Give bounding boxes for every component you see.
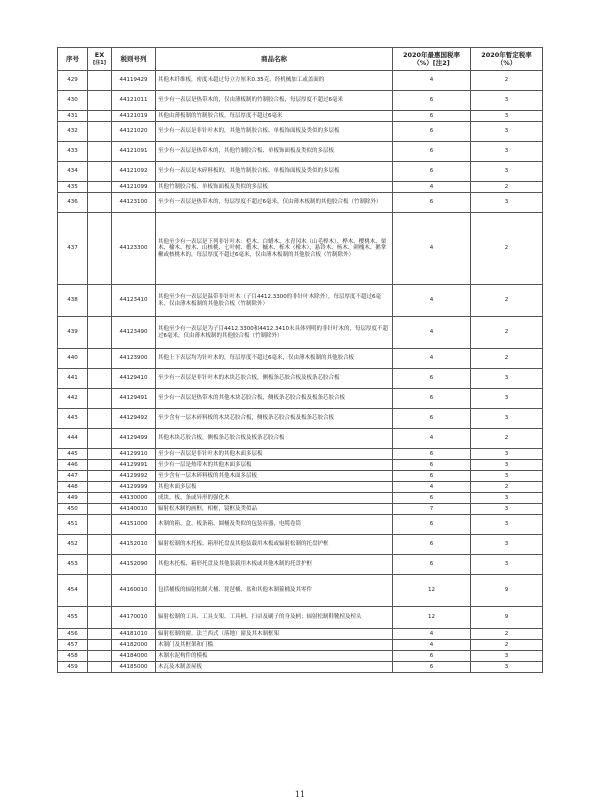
cell-temp: 2	[471, 213, 543, 285]
cell-name: 辐射松制的木托板、箱形托盘及其他装载用木板或辐射松制的托盘护框	[156, 535, 393, 555]
table-row	[58, 142, 543, 162]
cell-ex	[88, 285, 112, 317]
cell-name: 辐射松木制的画框，相框，镜框及类似品	[156, 504, 393, 515]
cell-mfn: 6	[393, 111, 471, 122]
cell-code: 44129499	[112, 429, 156, 449]
cell-code: 44119429	[112, 71, 156, 91]
cell-temp: 3	[471, 535, 543, 555]
cell-temp: 3	[471, 142, 543, 162]
cell-name: 至少有一表层是非针叶木的，其他竹制胶合板、单板饰面板及类似的多层板	[156, 122, 393, 142]
cell-name: 其他至少有一表层是为子目4412.3300和4412.3410未具体列明的非针叶木的，每层厚度不超过6毫米，仅由薄木板制的其他胶合板（竹制除外）	[156, 317, 393, 349]
cell-temp: 3	[471, 409, 543, 429]
cell-name: 包括桶板的辐射松制大桶、琵琶桶、盆和其他木制箍桶及其零件	[156, 575, 393, 607]
cell-seq: 443	[58, 409, 88, 429]
cell-temp: 2	[471, 317, 543, 349]
cell-seq: 459	[58, 662, 88, 673]
cell-ex	[88, 389, 112, 409]
cell-temp: 3	[471, 193, 543, 213]
cell-code: 44151000	[112, 515, 156, 535]
cell-name: 成块、板、条或异形的强化木	[156, 493, 393, 504]
table-row	[58, 213, 543, 285]
cell-seq: 436	[58, 193, 88, 213]
cell-seq: 456	[58, 629, 88, 640]
header-row	[58, 48, 543, 71]
cell-name: 其他木纤维板，密度未超过每立方厘米0.35克，经机械加工或盖面的	[156, 71, 393, 91]
cell-code: 44129991	[112, 460, 156, 471]
cell-ex	[88, 640, 112, 651]
table-row	[58, 515, 543, 535]
cell-code: 44130000	[112, 493, 156, 504]
cell-name: 其他木托板、箱形托盘及其他装载用木板或其他木制的托盘护框	[156, 555, 393, 575]
table-row	[58, 409, 543, 429]
cell-name: 其他至少有一表层是下列非针叶木：桤木、白蜡木、水青冈木（山毛榉木）、桦木、樱桃木、栗木、榆木、桉木、山核桃、七叶树、椴木、槭木、栎木（橡木）、悬铃木、杨木、刺槐木、鹅掌楸或核桃木的，每层厚度不超过6毫米，仅由薄木板制的其他胶合板（竹制除外）	[156, 213, 393, 285]
cell-code: 44129992	[112, 471, 156, 482]
cell-mfn: 6	[393, 515, 471, 535]
cell-code: 44121011	[112, 91, 156, 111]
table-row	[58, 555, 543, 575]
cell-code: 44152010	[112, 535, 156, 555]
cell-temp: 9	[471, 575, 543, 607]
cell-ex	[88, 607, 112, 629]
cell-name: 其他木块芯胶合板，侧板条芯胶合板及板条芯胶合板	[156, 429, 393, 449]
cell-mfn: 6	[393, 369, 471, 389]
cell-temp: 3	[471, 369, 543, 389]
cell-temp: 2	[471, 71, 543, 91]
table-row	[58, 122, 543, 142]
cell-mfn: 6	[393, 193, 471, 213]
cell-name: 其他木面多层板	[156, 482, 393, 493]
cell-mfn: 4	[393, 349, 471, 369]
cell-name: 至少有一表层是热带木的，仅由薄板制的竹制胶合板，每层厚度不超过6毫米	[156, 91, 393, 111]
header-mfn	[393, 48, 471, 71]
cell-mfn: 6	[393, 162, 471, 182]
cell-temp: 2	[471, 482, 543, 493]
cell-code: 44123410	[112, 285, 156, 317]
header-temp-line2: （%）	[496, 59, 517, 67]
cell-ex	[88, 111, 112, 122]
table-row	[58, 662, 543, 673]
cell-name: 其他竹制胶合板、单板饰面板及类似的多层板	[156, 182, 393, 193]
cell-seq: 445	[58, 449, 88, 460]
cell-seq: 442	[58, 389, 88, 409]
cell-code: 44129410	[112, 369, 156, 389]
cell-ex	[88, 460, 112, 471]
table-row	[58, 640, 543, 651]
header-code: 税则号列	[112, 48, 156, 71]
cell-seq: 451	[58, 515, 88, 535]
cell-ex	[88, 182, 112, 193]
cell-code: 44129999	[112, 482, 156, 493]
cell-code: 44184000	[112, 651, 156, 662]
table-row	[58, 349, 543, 369]
cell-temp: 3	[471, 493, 543, 504]
cell-ex	[88, 409, 112, 429]
cell-seq: 452	[58, 535, 88, 555]
cell-mfn: 4	[393, 182, 471, 193]
table-row	[58, 607, 543, 629]
cell-code: 44121099	[112, 182, 156, 193]
header-ex-line2: [注1]	[92, 60, 107, 66]
cell-mfn: 6	[393, 460, 471, 471]
cell-seq: 429	[58, 71, 88, 91]
cell-ex	[88, 317, 112, 349]
cell-code: 44152090	[112, 555, 156, 575]
table-row	[58, 429, 543, 449]
cell-code: 44123490	[112, 317, 156, 349]
cell-temp: 9	[471, 607, 543, 629]
cell-ex	[88, 142, 112, 162]
cell-name: 辐射松制的窗、法兰西式（落地）窗及其木制框架	[156, 629, 393, 640]
table-row	[58, 111, 543, 122]
cell-code: 44185000	[112, 662, 156, 673]
cell-mfn: 6	[393, 651, 471, 662]
cell-code: 44129491	[112, 389, 156, 409]
cell-code: 44121091	[112, 142, 156, 162]
table-row	[58, 629, 543, 640]
table-row	[58, 91, 543, 111]
cell-name: 其他上下表层均为针叶木的，每层厚度不超过6毫米，仅由薄木板制的其他胶合板	[156, 349, 393, 369]
cell-ex	[88, 555, 112, 575]
table-row	[58, 193, 543, 213]
cell-temp: 3	[471, 122, 543, 142]
cell-temp: 3	[471, 504, 543, 515]
table-row	[58, 369, 543, 389]
table-row	[58, 71, 543, 91]
table-row	[58, 471, 543, 482]
cell-seq: 430	[58, 91, 88, 111]
cell-mfn: 6	[393, 409, 471, 429]
cell-mfn: 6	[393, 471, 471, 482]
cell-temp: 3	[471, 555, 543, 575]
cell-name: 至少有一表层是木碎料板的，其他竹制胶合板、单板饰面板及类似的多层板	[156, 162, 393, 182]
cell-code: 44121092	[112, 162, 156, 182]
cell-seq: 431	[58, 111, 88, 122]
cell-ex	[88, 662, 112, 673]
table-row	[58, 493, 543, 504]
table-row	[58, 651, 543, 662]
cell-seq: 438	[58, 285, 88, 317]
table-row	[58, 182, 543, 193]
cell-name: 其他由薄板制的竹制胶合板，每层厚度不超过6毫米	[156, 111, 393, 122]
cell-mfn: 6	[393, 389, 471, 409]
cell-temp: 2	[471, 285, 543, 317]
cell-code: 44123300	[112, 213, 156, 285]
cell-seq: 444	[58, 429, 88, 449]
cell-mfn: 4	[393, 317, 471, 349]
table-row	[58, 285, 543, 317]
cell-mfn: 6	[393, 449, 471, 460]
cell-seq: 432	[58, 122, 88, 142]
cell-name: 至少有一表层是热带木的，每层厚度不超过6毫米，仅由薄木板制的其他胶合板（竹制除外）	[156, 193, 393, 213]
table-row	[58, 482, 543, 493]
cell-mfn: 4	[393, 285, 471, 317]
cell-temp: 3	[471, 471, 543, 482]
cell-seq: 446	[58, 460, 88, 471]
cell-code: 44181010	[112, 629, 156, 640]
cell-temp: 2	[471, 640, 543, 651]
cell-ex	[88, 91, 112, 111]
cell-temp: 3	[471, 515, 543, 535]
cell-temp: 3	[471, 91, 543, 111]
cell-temp: 3	[471, 662, 543, 673]
cell-mfn: 4	[393, 629, 471, 640]
cell-seq: 458	[58, 651, 88, 662]
cell-mfn: 4	[393, 71, 471, 91]
cell-seq: 448	[58, 482, 88, 493]
cell-seq: 449	[58, 493, 88, 504]
cell-code: 44129492	[112, 409, 156, 429]
header-name: 商品名称	[156, 48, 393, 71]
cell-name: 木瓦及木制盖屋板	[156, 662, 393, 673]
cell-ex	[88, 429, 112, 449]
cell-code: 44182000	[112, 640, 156, 651]
cell-ex	[88, 629, 112, 640]
cell-name: 至少有一表层是热带木的其他木块芯胶合板，侧板条芯胶合板及板条芯胶合板	[156, 389, 393, 409]
cell-seq: 441	[58, 369, 88, 389]
cell-temp: 3	[471, 111, 543, 122]
cell-ex	[88, 471, 112, 482]
table-row	[58, 460, 543, 471]
cell-mfn: 6	[393, 122, 471, 142]
cell-seq: 453	[58, 555, 88, 575]
cell-ex	[88, 493, 112, 504]
cell-mfn: 6	[393, 493, 471, 504]
header-ex	[88, 48, 112, 71]
cell-seq: 447	[58, 471, 88, 482]
cell-seq: 450	[58, 504, 88, 515]
cell-seq: 439	[58, 317, 88, 349]
cell-name: 木制的箱、盒、板条箱、圆桶及类似的包装容器，电缆卷筒	[156, 515, 393, 535]
cell-ex	[88, 482, 112, 493]
cell-seq: 440	[58, 349, 88, 369]
cell-ex	[88, 575, 112, 607]
cell-code: 44123900	[112, 349, 156, 369]
cell-ex	[88, 349, 112, 369]
cell-ex	[88, 449, 112, 460]
cell-temp: 2	[471, 349, 543, 369]
header-temp	[471, 48, 543, 71]
header-mfn-line2: （%）[注2]	[413, 59, 450, 67]
cell-name: 至少有一层是热带木的其他木面多层板	[156, 460, 393, 471]
cell-ex	[88, 193, 112, 213]
table-row	[58, 162, 543, 182]
cell-seq: 454	[58, 575, 88, 607]
cell-seq: 434	[58, 162, 88, 182]
cell-ex	[88, 504, 112, 515]
cell-mfn: 12	[393, 607, 471, 629]
cell-code: 44170010	[112, 607, 156, 629]
cell-mfn: 7	[393, 504, 471, 515]
cell-seq: 433	[58, 142, 88, 162]
cell-mfn: 6	[393, 662, 471, 673]
cell-seq: 455	[58, 607, 88, 629]
header-temp-line1: 2020年暂定税率	[481, 51, 532, 59]
cell-name: 木制水泥构件的模板	[156, 651, 393, 662]
cell-name: 至少含有一层木碎料板的其他木面多层板	[156, 471, 393, 482]
header-seq: 序号	[58, 48, 88, 71]
table-body	[58, 71, 543, 673]
cell-code: 44123100	[112, 193, 156, 213]
cell-temp: 3	[471, 449, 543, 460]
table-row	[58, 504, 543, 515]
cell-temp: 2	[471, 429, 543, 449]
cell-temp: 3	[471, 162, 543, 182]
cell-temp: 3	[471, 460, 543, 471]
cell-seq: 435	[58, 182, 88, 193]
cell-ex	[88, 515, 112, 535]
cell-mfn: 12	[393, 575, 471, 607]
tariff-table	[57, 47, 543, 673]
cell-ex	[88, 162, 112, 182]
cell-mfn: 4	[393, 429, 471, 449]
cell-name: 其他至少有一表层是温带非针叶木（子目4412.3300的非针叶木除外），每层厚度不超过6毫米，仅由薄木板制的其他胶合板（竹制除外）	[156, 285, 393, 317]
table-row	[58, 575, 543, 607]
cell-mfn: 6	[393, 91, 471, 111]
cell-mfn: 6	[393, 535, 471, 555]
cell-mfn: 4	[393, 213, 471, 285]
cell-name: 辐射松制的工具、工具支架、工具柄、扫帚及刷子的身及柄；辐射松制鞋靴楦及楦头	[156, 607, 393, 629]
cell-temp: 2	[471, 182, 543, 193]
cell-mfn: 6	[393, 555, 471, 575]
cell-name: 至少有一表层是非针叶木的其他木面多层板	[156, 449, 393, 460]
cell-ex	[88, 369, 112, 389]
cell-ex	[88, 122, 112, 142]
page-number: 11	[294, 790, 306, 799]
cell-mfn: 4	[393, 640, 471, 651]
cell-name: 至少有一表层是热带木的，其他竹制胶合板、单板饰面板及类似的多层板	[156, 142, 393, 162]
table-row	[58, 317, 543, 349]
cell-ex	[88, 213, 112, 285]
cell-name: 木制门及其框架和门槛	[156, 640, 393, 651]
cell-ex	[88, 535, 112, 555]
cell-seq: 437	[58, 213, 88, 285]
cell-ex	[88, 71, 112, 91]
cell-code: 44129910	[112, 449, 156, 460]
cell-seq: 457	[58, 640, 88, 651]
cell-ex	[88, 651, 112, 662]
header-mfn-line1: 2020年最惠国税率	[402, 51, 461, 59]
table-row	[58, 535, 543, 555]
cell-temp: 3	[471, 389, 543, 409]
cell-code: 44140010	[112, 504, 156, 515]
table-row	[58, 389, 543, 409]
header-ex-line1: EX	[94, 51, 105, 59]
cell-name: 至少有一表层是非针叶木的木块芯胶合板，侧板条芯胶合板及板条芯胶合板	[156, 369, 393, 389]
cell-code: 44121019	[112, 111, 156, 122]
cell-mfn: 4	[393, 482, 471, 493]
cell-name: 至少含有一层木碎料板的木块芯胶合板，侧板条芯胶合板及板条芯胶合板	[156, 409, 393, 429]
cell-code: 44121020	[112, 122, 156, 142]
cell-code: 44160010	[112, 575, 156, 607]
cell-temp: 2	[471, 629, 543, 640]
cell-mfn: 6	[393, 142, 471, 162]
table-row	[58, 449, 543, 460]
cell-temp: 3	[471, 651, 543, 662]
